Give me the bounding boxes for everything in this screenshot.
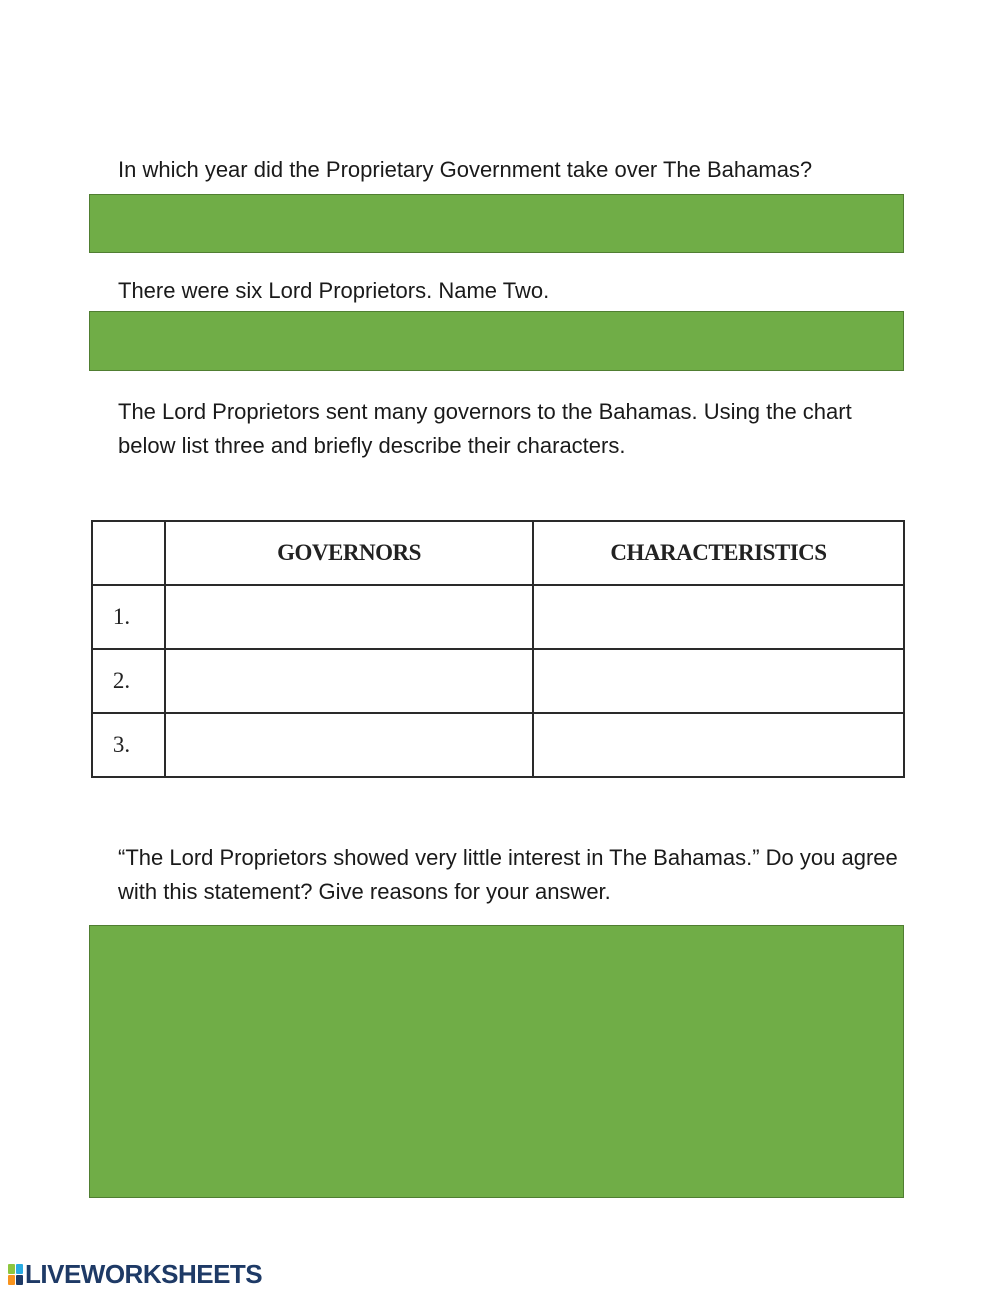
chart-row (92, 585, 904, 649)
liveworksheets-logo-icon (8, 1264, 23, 1285)
question-2-text: There were six Lord Proprietors. Name Two. (118, 278, 550, 303)
governor-cell[interactable] (165, 649, 533, 713)
chart-header-governors: GOVERNORS (165, 521, 533, 585)
question-4-text: “The Lord Proprietors showed very little interest in The Bahamas.” Do you agree with this statement? Give reasons for your answer. (118, 845, 898, 904)
characteristic-cell[interactable] (533, 585, 904, 649)
chart-row-number: 3. (92, 713, 165, 777)
characteristic-cell[interactable] (533, 649, 904, 713)
chart-header-row (92, 521, 904, 585)
question-3-text: The Lord Proprietors sent many governors to the Bahamas. Using the chart below list three and briefly describe their characters. (118, 399, 852, 458)
answer-box-1[interactable] (89, 194, 904, 253)
governor-cell[interactable] (165, 713, 533, 777)
chart-header-number (92, 521, 165, 585)
chart-row-number: 2. (92, 649, 165, 713)
governors-chart (91, 520, 905, 778)
chart-row (92, 713, 904, 777)
governor-cell[interactable] (165, 585, 533, 649)
answer-box-4[interactable] (89, 925, 904, 1198)
chart-row-number: 1. (92, 585, 165, 649)
chart-row (92, 649, 904, 713)
answer-box-2[interactable] (89, 311, 904, 371)
question-1-text: In which year did the Proprietary Government take over The Bahamas? (118, 157, 813, 182)
chart-header-characteristics: CHARACTERISTICS (533, 521, 904, 585)
footer-brand (8, 1258, 262, 1290)
characteristic-cell[interactable] (533, 713, 904, 777)
footer-brand-text: LIVEWORKSHEETS (25, 1258, 263, 1289)
